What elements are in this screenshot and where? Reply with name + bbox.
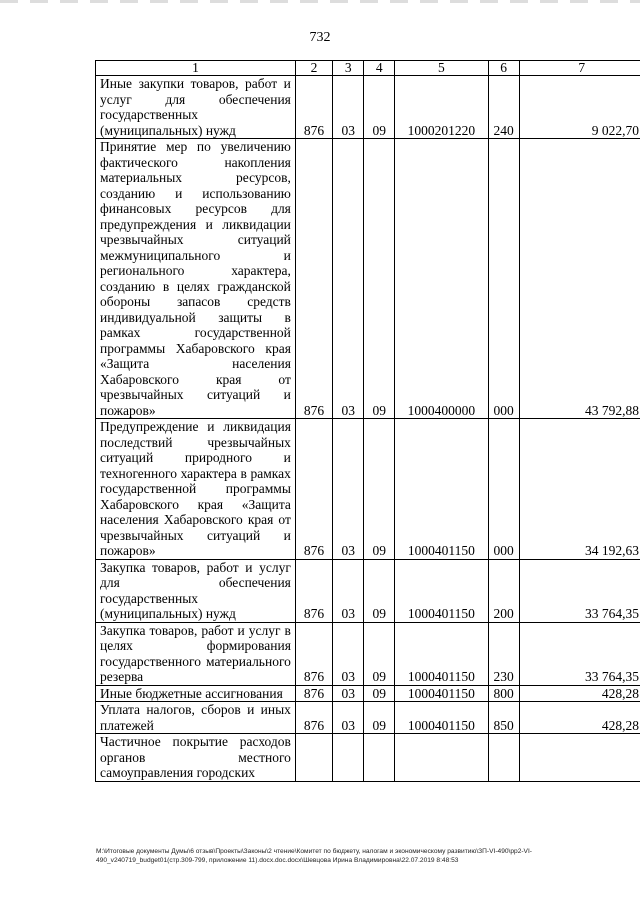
row-c6-cell: 240 [488,76,519,139]
row-c6-cell [488,734,519,782]
row-c6-cell: 230 [488,622,519,685]
row-c4-cell: 09 [364,419,395,560]
row-c5-cell: 1000401150 [395,559,488,622]
row-c2-cell: 876 [295,702,332,734]
row-c3-cell: 03 [333,622,364,685]
row-c7-cell: 33 764,35 [519,622,640,685]
row-c4-cell: 09 [364,559,395,622]
row-name-cell: Уплата налогов, сборов и иных платежей [96,702,296,734]
table-row [96,685,640,702]
row-name-cell: Иные закупки товаров, работ и услуг для обеспечения государственных (муниципальных) нужд [96,76,296,139]
table-body [96,76,640,782]
row-c4-cell: 09 [364,685,395,702]
row-name-cell: Иные бюджетные ассигнования [96,685,296,702]
row-c4-cell [364,734,395,782]
row-c2-cell: 876 [295,139,332,419]
row-c3-cell: 03 [333,702,364,734]
row-c7-cell: 428,28 [519,685,640,702]
row-c2-cell: 876 [295,419,332,560]
row-c5-cell: 1000201220 [395,76,488,139]
header-col-7: 7 [519,61,640,76]
row-c2-cell: 876 [295,622,332,685]
budget-table [95,60,640,782]
row-c6-cell: 800 [488,685,519,702]
row-name-cell: Принятие мер по увеличению фактического накопления материальных ресурсов, созданию и использованию финансовых ресурсов для предупреждения и ликвидации чрезвычайных ситуаций межмуниципального и регионального характера, созданию в целях гражданской обороны запасов средств индивидуальной защиты в рамках государственной программы Хабаровского края «Защита населения Хабаровского края от чрезвычайных ситуаций и пожаров» [96,139,296,419]
row-c7-cell: 43 792,88 [519,139,640,419]
row-c6-cell: 000 [488,139,519,419]
row-name-cell: Закупка товаров, работ и услуг в целях формирования государственного материального резерва [96,622,296,685]
row-name-cell: Предупреждение и ликвидация последствий чрезвычайных ситуаций природного и техногенного характера в рамках государственной программы Хабаровского края «Защита населения Хабаровского края от чрезвычайных ситуаций и пожаров» [96,419,296,560]
table-row [96,559,640,622]
row-c3-cell: 03 [333,685,364,702]
footer-file-path: M:\Итоговые документы Думы\6 отзыв\Проекты\Законы\2 чтение\Комитет по бюджету, налогам и экономическому развитию\ЗП-VI-490\рр2-VI-490_v240719_budget01(стр.309-799, приложение 11).docx.doc.docx\Шевцова Ирина Владимировна\22.07.2019 8:48:53 [96,848,532,864]
row-name-cell: Частичное покрытие расходов органов местного самоуправления городских [96,734,296,782]
row-c4-cell: 09 [364,76,395,139]
header-col-6: 6 [488,61,519,76]
row-c7-cell: 428,28 [519,702,640,734]
row-c7-cell: 34 192,63 [519,419,640,560]
table-row [96,419,640,560]
row-c4-cell: 09 [364,622,395,685]
row-name-cell: Закупка товаров, работ и услуг для обеспечения государственных (муниципальных) нужд [96,559,296,622]
row-c2-cell: 876 [295,76,332,139]
row-c5-cell: 1000401150 [395,685,488,702]
header-col-4: 4 [364,61,395,76]
row-c3-cell: 03 [333,559,364,622]
row-c6-cell: 850 [488,702,519,734]
row-c2-cell [295,734,332,782]
row-c5-cell: 1000401150 [395,419,488,560]
row-c5-cell: 1000401150 [395,622,488,685]
header-col-3: 3 [333,61,364,76]
row-c2-cell: 876 [295,685,332,702]
header-col-1: 1 [96,61,296,76]
header-col-5: 5 [395,61,488,76]
row-c3-cell [333,734,364,782]
row-c3-cell: 03 [333,139,364,419]
row-c7-cell [519,734,640,782]
page-number: 732 [309,30,331,45]
header-col-2: 2 [295,61,332,76]
row-c6-cell: 000 [488,419,519,560]
row-c7-cell: 33 764,35 [519,559,640,622]
table-row [96,76,640,139]
row-c5-cell: 1000400000 [395,139,488,419]
row-c4-cell: 09 [364,139,395,419]
row-c2-cell: 876 [295,559,332,622]
scan-artifact [0,0,640,3]
table-row [96,734,640,782]
table-row [96,702,640,734]
row-c5-cell: 1000401150 [395,702,488,734]
row-c4-cell: 09 [364,702,395,734]
row-c3-cell: 03 [333,76,364,139]
table-header-row [96,61,640,76]
table-row [96,622,640,685]
row-c6-cell: 200 [488,559,519,622]
row-c7-cell: 9 022,70 [519,76,640,139]
row-c3-cell: 03 [333,419,364,560]
row-c5-cell [395,734,488,782]
table-row [96,139,640,419]
